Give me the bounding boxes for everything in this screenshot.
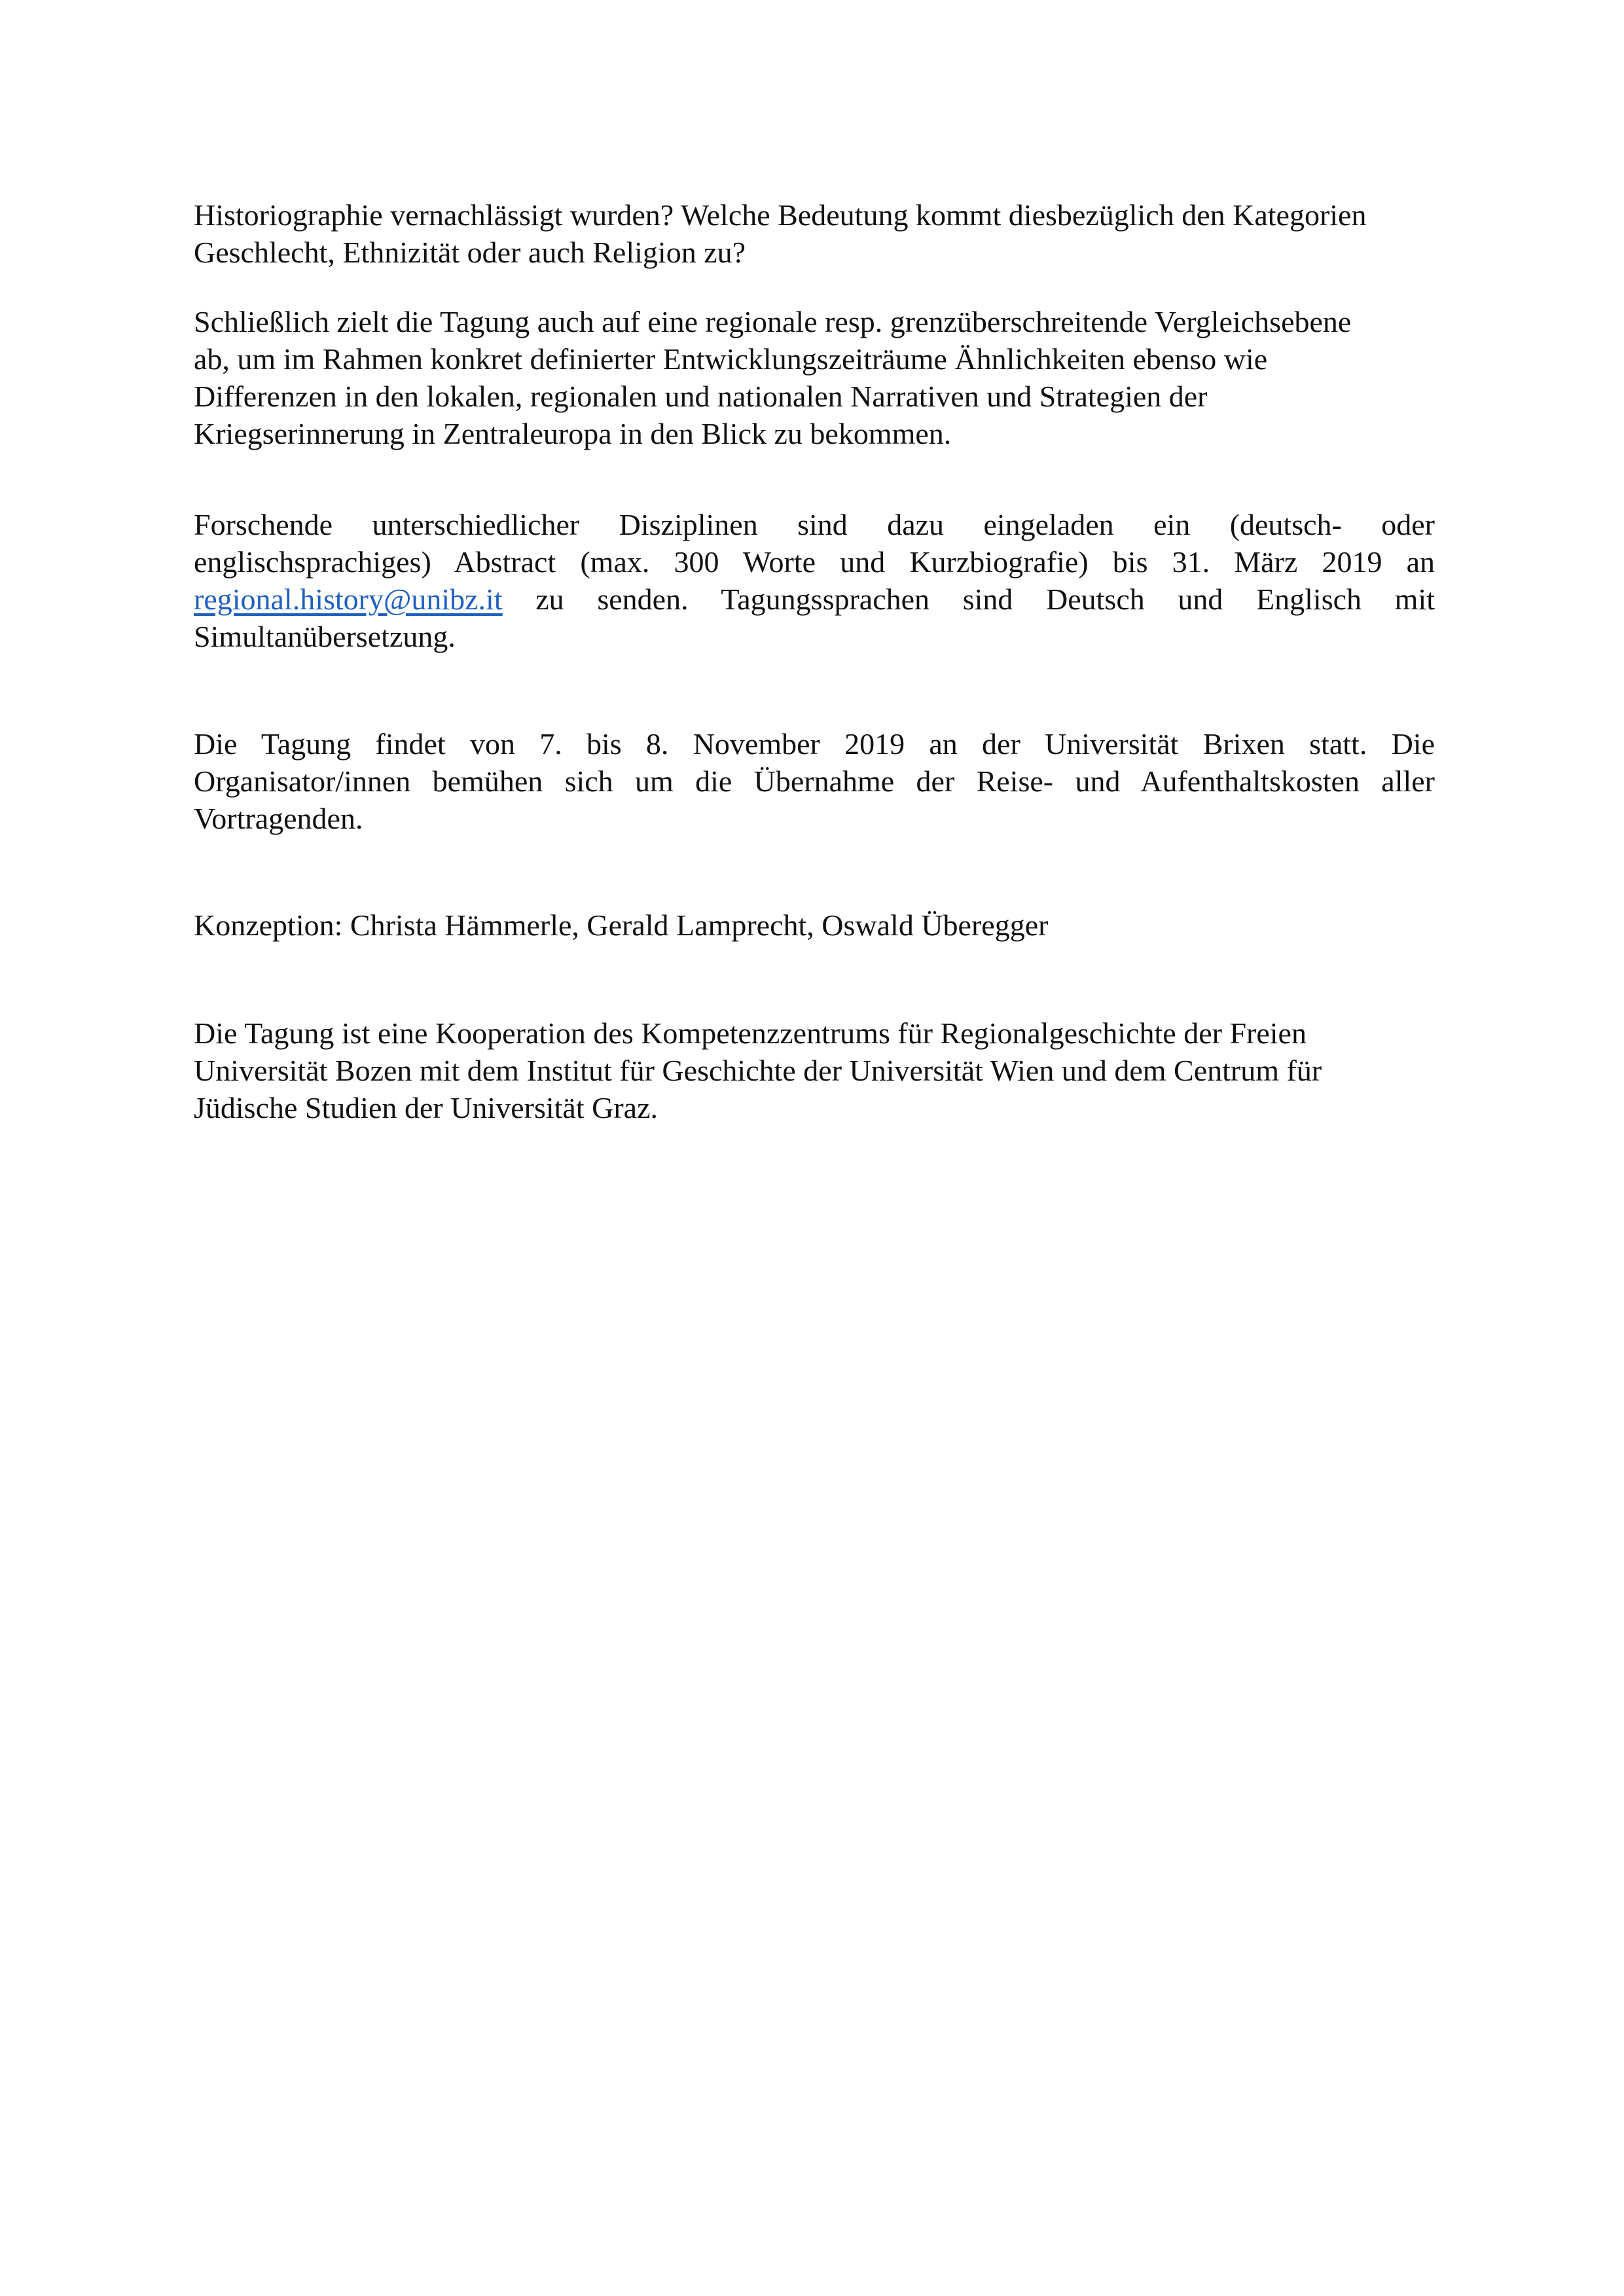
email-link[interactable]: regional.history@unibz.it: [194, 583, 503, 616]
text-line-with-email: [194, 581, 1435, 618]
paragraph-call-for-abstracts: [194, 506, 1435, 655]
text-line: Differenzen in den lokalen, regionalen und nationalen Narrativen und Strategien der: [194, 380, 1208, 413]
text-line: Universität Bozen mit dem Institut für Geschichte der Universität Wien und dem Centrum für: [194, 1054, 1322, 1087]
text-fragment: zu senden. Tagungssprachen sind Deutsch und Englisch mit: [502, 583, 1435, 616]
paragraph-vergleichsebene: [194, 303, 1435, 452]
text-line: englischsprachiges) Abstract (max. 300 Worte und Kurzbiografie) bis 31. März 2019 an: [194, 545, 1435, 579]
text-line: ab, um im Rahmen konkret definierter Entwicklungszeiträume Ähnlichkeiten ebenso wie: [194, 342, 1268, 376]
text-line: Konzeption: Christa Hämmerle, Gerald Lamprecht, Oswald Überegger: [194, 908, 1049, 942]
text-line: Historiographie vernachlässigt wurden? Welche Bedeutung kommt diesbezüglich den Kategorien: [194, 198, 1367, 232]
paragraph-konzeption: [194, 906, 1435, 944]
text-line: Kriegserinnerung in Zentraleuropa in den Blick zu bekommen.: [194, 417, 952, 450]
text-line: Schließlich zielt die Tagung auch auf eine regionale resp. grenzüberschreitende Vergleichsebene: [194, 305, 1352, 338]
text-line: Forschende unterschiedlicher Disziplinen sind dazu eingeladen ein (deutsch- oder: [194, 508, 1435, 541]
text-line: Die Tagung ist eine Kooperation des Kompetenzzentrums für Regionalgeschichte der Freien: [194, 1016, 1307, 1050]
text-line: Vortragenden.: [194, 802, 363, 835]
paragraph-kooperation: [194, 1014, 1435, 1126]
text-line: Geschlecht, Ethnizität oder auch Religion zu?: [194, 236, 746, 269]
paragraph-historiographie: [194, 196, 1435, 271]
paragraph-tagung-termin: [194, 725, 1435, 837]
text-line: Simultanübersetzung.: [194, 620, 456, 653]
text-line: Die Tagung findet von 7. bis 8. November 2019 an der Universität Brixen statt. Die: [194, 727, 1435, 761]
text-line: Jüdische Studien der Universität Graz.: [194, 1091, 658, 1124]
text-line: Organisator/innen bemühen sich um die Übernahme der Reise- und Aufenthaltskosten aller: [194, 764, 1435, 798]
